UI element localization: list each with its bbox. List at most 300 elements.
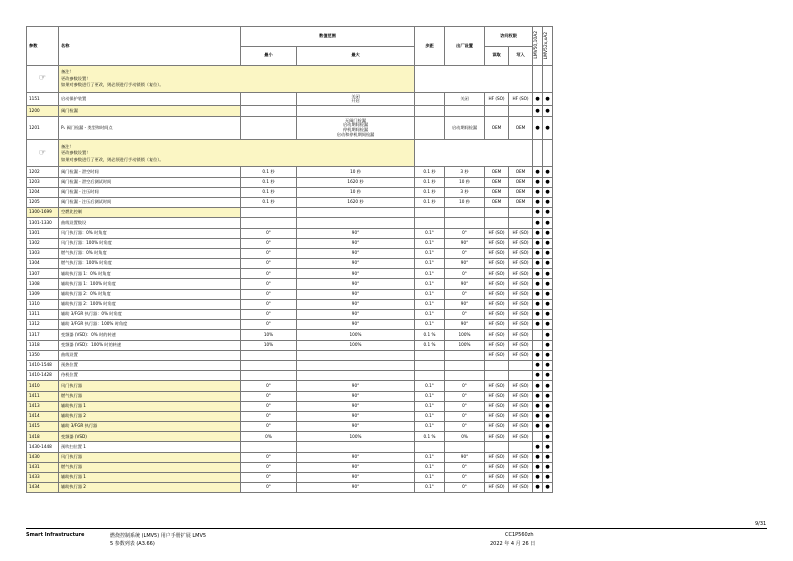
param-read: HF (SO) bbox=[485, 432, 509, 442]
param-max bbox=[297, 299, 415, 309]
version-2-dot: ● bbox=[543, 279, 553, 289]
table-row bbox=[27, 106, 553, 116]
param-min: 0° bbox=[241, 248, 297, 258]
header-version-1 bbox=[533, 27, 543, 66]
param-min: 0° bbox=[241, 238, 297, 248]
param-min: 0° bbox=[241, 289, 297, 299]
param-step: 0.1 秒 bbox=[415, 197, 445, 207]
param-name: Pᵥ 阀门检漏 - 类型和时间点 bbox=[59, 116, 241, 140]
param-step: 0.1° bbox=[415, 462, 445, 472]
param-max-line: 90° bbox=[351, 250, 360, 256]
param-name: 辅助执行器 1 bbox=[59, 473, 241, 483]
param-number: 1203 bbox=[27, 177, 59, 187]
param-max bbox=[297, 259, 415, 269]
version-2-dot: ● bbox=[543, 116, 553, 140]
footer-divider bbox=[26, 528, 767, 529]
param-max bbox=[297, 422, 415, 432]
param-max-line: 90° bbox=[351, 321, 360, 327]
param-name: 变频器 (VSD)：100% 时的转速 bbox=[59, 340, 241, 350]
param-number: 1204 bbox=[27, 187, 59, 197]
param-factory: 0° bbox=[445, 391, 485, 401]
param-name: 辅助执行器 2：0% 时角度 bbox=[59, 289, 241, 299]
param-max-line: 90° bbox=[351, 229, 360, 235]
version-1-label: LMV50,10A2 bbox=[534, 31, 540, 59]
param-max-line: 90° bbox=[351, 301, 360, 307]
param-factory: 0° bbox=[445, 462, 485, 472]
param-number: 1433 bbox=[27, 473, 59, 483]
param-write: HF (SO) bbox=[509, 422, 533, 432]
param-write bbox=[509, 360, 533, 370]
param-read: HF (SO) bbox=[485, 330, 509, 340]
version-1-dot: ● bbox=[533, 371, 543, 381]
param-min bbox=[241, 360, 297, 370]
version-2-dot: ● bbox=[543, 401, 553, 411]
version-2-dot: ● bbox=[543, 432, 553, 442]
param-factory: 90° bbox=[445, 299, 485, 309]
table-row bbox=[27, 401, 553, 411]
param-write: HF (SO) bbox=[509, 350, 533, 360]
param-name: 辅助 3/FGR 执行器 bbox=[59, 422, 241, 432]
version-2-dot: ● bbox=[543, 259, 553, 269]
version-1-dot: ● bbox=[533, 310, 543, 320]
param-min: 0° bbox=[241, 462, 297, 472]
version-1-dot: ● bbox=[533, 462, 543, 472]
param-name: 阀门检漏 - 泄空时间 bbox=[59, 167, 241, 177]
param-write: HF (SO) bbox=[509, 381, 533, 391]
note-line: 更改参数设置！ bbox=[61, 150, 91, 156]
param-factory: 90° bbox=[445, 320, 485, 330]
param-name: 燃气执行器 bbox=[59, 391, 241, 401]
note-line: 如果对参数进行了更改，则必须进行手动锁锁（复位）。 bbox=[61, 82, 164, 88]
param-step: 0.1° bbox=[415, 269, 445, 279]
footer-doc-id: CC1P560zh bbox=[505, 532, 534, 538]
param-step bbox=[415, 360, 445, 370]
param-min: 0.1 秒 bbox=[241, 197, 297, 207]
param-name: 风门执行器：0% 时角度 bbox=[59, 228, 241, 238]
param-min: 0.1 秒 bbox=[241, 177, 297, 187]
param-number: 1415 bbox=[27, 422, 59, 432]
param-max-line: 10 秒 bbox=[350, 189, 361, 195]
param-step bbox=[415, 116, 445, 140]
param-write: HF (SO) bbox=[509, 289, 533, 299]
param-number: 1431 bbox=[27, 462, 59, 472]
version-1-dot: ● bbox=[533, 187, 543, 197]
version-1-dot: ● bbox=[533, 391, 543, 401]
note-line: 更改参数设置！ bbox=[61, 75, 91, 81]
version-2-label: LMV52x,xA2 bbox=[544, 31, 550, 59]
param-step bbox=[415, 218, 445, 228]
table-row bbox=[27, 310, 553, 320]
param-max bbox=[297, 452, 415, 462]
param-min: 0° bbox=[241, 411, 297, 421]
version-1-dot: ● bbox=[533, 218, 543, 228]
param-min bbox=[241, 350, 297, 360]
param-min bbox=[241, 106, 297, 116]
table-row bbox=[27, 116, 553, 140]
param-name: 燃气执行器 bbox=[59, 462, 241, 472]
param-read: OEM bbox=[485, 167, 509, 177]
param-step: 0.1 % bbox=[415, 432, 445, 442]
param-write bbox=[509, 442, 533, 452]
param-name: 启动保护装置 bbox=[59, 93, 241, 106]
table-row bbox=[27, 279, 553, 289]
param-name: 曲线设置 bbox=[59, 350, 241, 360]
param-max bbox=[297, 473, 415, 483]
param-number: 1434 bbox=[27, 483, 59, 493]
param-max-line: 90° bbox=[351, 453, 360, 459]
param-max bbox=[297, 177, 415, 187]
param-max-line: 90° bbox=[351, 260, 360, 266]
version-1-dot: ● bbox=[533, 401, 543, 411]
param-step: 0.1 秒 bbox=[415, 187, 445, 197]
param-factory: 0° bbox=[445, 269, 485, 279]
param-max bbox=[297, 360, 415, 370]
param-name: 风门执行器 bbox=[59, 381, 241, 391]
param-max bbox=[297, 279, 415, 289]
param-number: 1151 bbox=[27, 93, 59, 106]
param-read: HF (SO) bbox=[485, 391, 509, 401]
param-step: 0.1° bbox=[415, 411, 445, 421]
version-2-dot: ● bbox=[543, 93, 553, 106]
table-row bbox=[27, 483, 553, 493]
param-write bbox=[509, 371, 533, 381]
param-max-line: 90° bbox=[351, 402, 360, 408]
param-read: HF (SO) bbox=[485, 228, 509, 238]
param-max-line: 90° bbox=[351, 423, 360, 429]
param-write: HF (SO) bbox=[509, 340, 533, 350]
page-number: 9/31 bbox=[755, 521, 767, 527]
version-1-dot: ● bbox=[533, 269, 543, 279]
param-min: 0° bbox=[241, 299, 297, 309]
note-line: 备注！ bbox=[61, 69, 74, 75]
param-write: HF (SO) bbox=[509, 473, 533, 483]
version-2-dot: ● bbox=[543, 310, 553, 320]
table-row bbox=[27, 462, 553, 472]
param-step: 0.1° bbox=[415, 401, 445, 411]
param-number: 1308 bbox=[27, 279, 59, 289]
param-factory: 0° bbox=[445, 228, 485, 238]
param-step: 0.1° bbox=[415, 483, 445, 493]
param-min bbox=[241, 208, 297, 218]
param-name: 辅助执行器 1：0% 时角度 bbox=[59, 269, 241, 279]
param-write: HF (SO) bbox=[509, 411, 533, 421]
param-number: 1303 bbox=[27, 248, 59, 258]
table-row bbox=[27, 208, 553, 218]
header-name: 名称 bbox=[59, 27, 241, 66]
param-step: 0.1° bbox=[415, 259, 445, 269]
param-max bbox=[297, 218, 415, 228]
note-v2 bbox=[543, 66, 553, 93]
note-line: 备注！ bbox=[61, 143, 74, 149]
version-2-dot: ● bbox=[543, 391, 553, 401]
param-number: 1202 bbox=[27, 167, 59, 177]
version-2-dot: ● bbox=[543, 452, 553, 462]
param-number: 1350 bbox=[27, 350, 59, 360]
version-1-dot: ● bbox=[533, 422, 543, 432]
param-number: 1205 bbox=[27, 197, 59, 207]
pointing-hand-icon: ☞ bbox=[38, 147, 47, 157]
param-step: 0.1° bbox=[415, 248, 445, 258]
param-max-line: 90° bbox=[351, 464, 360, 470]
param-read: HF (SO) bbox=[485, 238, 509, 248]
header-value-range: 数值范围 bbox=[241, 27, 415, 47]
version-2-dot: ● bbox=[543, 177, 553, 187]
version-2-dot: ● bbox=[543, 187, 553, 197]
version-2-dot: ● bbox=[543, 197, 553, 207]
param-read: OEM bbox=[485, 177, 509, 187]
param-min: 0° bbox=[241, 473, 297, 483]
version-1-dot: ● bbox=[533, 279, 543, 289]
param-max bbox=[297, 208, 415, 218]
version-1-dot bbox=[533, 330, 543, 340]
param-number: 1301-1330 bbox=[27, 218, 59, 228]
param-step: 0.1 % bbox=[415, 340, 445, 350]
param-name: 变频器 (VSD) bbox=[59, 432, 241, 442]
param-write: HF (SO) bbox=[509, 391, 533, 401]
version-2-dot: ● bbox=[543, 320, 553, 330]
param-max-line: 90° bbox=[351, 270, 360, 276]
table-row bbox=[27, 177, 553, 187]
param-read bbox=[485, 218, 509, 228]
param-factory bbox=[445, 350, 485, 360]
table-row bbox=[27, 187, 553, 197]
table-row bbox=[27, 238, 553, 248]
param-max-line: 90° bbox=[351, 392, 360, 398]
param-write: HF (SO) bbox=[509, 248, 533, 258]
table-row bbox=[27, 452, 553, 462]
version-2-dot: ● bbox=[543, 269, 553, 279]
param-write: OEM bbox=[509, 167, 533, 177]
param-name: 空燃比控制 bbox=[59, 208, 241, 218]
param-factory: 0° bbox=[445, 422, 485, 432]
param-factory: 90° bbox=[445, 238, 485, 248]
table-row bbox=[27, 371, 553, 381]
table-row bbox=[27, 442, 553, 452]
version-2-dot: ● bbox=[543, 350, 553, 360]
param-max-line: 启动期间检漏 bbox=[342, 122, 369, 128]
param-min: 0.1 秒 bbox=[241, 167, 297, 177]
note-line: 如果对参数进行了更改，则必须进行手动锁锁（复位）。 bbox=[61, 156, 164, 162]
param-factory: 90° bbox=[445, 279, 485, 289]
version-2-dot: ● bbox=[543, 289, 553, 299]
param-number: 1304 bbox=[27, 259, 59, 269]
note-v1 bbox=[533, 66, 543, 93]
version-1-dot bbox=[533, 340, 543, 350]
param-step bbox=[415, 106, 445, 116]
param-min: 10% bbox=[241, 340, 297, 350]
param-min: 0° bbox=[241, 381, 297, 391]
param-read bbox=[485, 208, 509, 218]
param-read bbox=[485, 360, 509, 370]
table-row bbox=[27, 411, 553, 421]
param-write: OEM bbox=[509, 116, 533, 140]
param-factory: 0° bbox=[445, 411, 485, 421]
footer-date: 2022 年 4 月 26 日 bbox=[490, 541, 536, 547]
param-number: 1418 bbox=[27, 432, 59, 442]
param-max bbox=[297, 381, 415, 391]
param-read: HF (SO) bbox=[485, 462, 509, 472]
note-row bbox=[27, 66, 553, 93]
param-max bbox=[297, 411, 415, 421]
param-write: HF (SO) bbox=[509, 401, 533, 411]
param-number: 1307 bbox=[27, 269, 59, 279]
param-step: 0.1° bbox=[415, 320, 445, 330]
param-write: HF (SO) bbox=[509, 279, 533, 289]
param-factory: 10 秒 bbox=[445, 177, 485, 187]
param-read: OEM bbox=[485, 197, 509, 207]
param-factory: 90° bbox=[445, 452, 485, 462]
table-row bbox=[27, 228, 553, 238]
param-step bbox=[415, 350, 445, 360]
param-max-line: 停机期间检漏 bbox=[342, 126, 369, 132]
param-write: OEM bbox=[509, 187, 533, 197]
param-read bbox=[485, 442, 509, 452]
version-1-dot: ● bbox=[533, 320, 543, 330]
param-write: HF (SO) bbox=[509, 238, 533, 248]
param-max-line: 100% bbox=[349, 433, 362, 439]
version-1-dot: ● bbox=[533, 93, 543, 106]
param-step bbox=[415, 208, 445, 218]
version-1-dot: ● bbox=[533, 238, 543, 248]
footer-doc-title: 燃烧控制系统 (LMV5) 用户手册扩展 LMV5 bbox=[110, 533, 207, 539]
version-2-dot: ● bbox=[543, 422, 553, 432]
param-factory: 关闭 bbox=[445, 93, 485, 106]
param-name: 阀门检漏 - 注压时间 bbox=[59, 187, 241, 197]
table-row bbox=[27, 167, 553, 177]
param-max-line: 100% bbox=[349, 341, 362, 347]
param-read: HF (SO) bbox=[485, 452, 509, 462]
param-factory: 3 秒 bbox=[445, 167, 485, 177]
header-access: 访问权限 bbox=[485, 27, 533, 47]
table-row bbox=[27, 360, 553, 370]
version-2-dot: ● bbox=[543, 167, 553, 177]
param-write: HF (SO) bbox=[509, 310, 533, 320]
param-min: 0° bbox=[241, 452, 297, 462]
header-param: 参数 bbox=[27, 27, 59, 66]
param-max bbox=[297, 269, 415, 279]
param-step: 0.1° bbox=[415, 391, 445, 401]
footer-doc-subtitle: 5 参数列表 (A3.66) bbox=[110, 541, 155, 547]
param-step bbox=[415, 442, 445, 452]
param-max bbox=[297, 340, 415, 350]
param-max bbox=[297, 442, 415, 452]
param-min bbox=[241, 93, 297, 106]
param-write: HF (SO) bbox=[509, 483, 533, 493]
param-max bbox=[297, 330, 415, 340]
param-write: HF (SO) bbox=[509, 320, 533, 330]
version-2-dot: ● bbox=[543, 208, 553, 218]
param-max bbox=[297, 401, 415, 411]
param-factory bbox=[445, 360, 485, 370]
param-step: 0.1 秒 bbox=[415, 177, 445, 187]
param-read: HF (SO) bbox=[485, 279, 509, 289]
header-max: 最大 bbox=[297, 46, 415, 66]
version-2-dot: ● bbox=[543, 238, 553, 248]
param-max-line: 90° bbox=[351, 311, 360, 317]
param-read: HF (SO) bbox=[485, 310, 509, 320]
param-read: HF (SO) bbox=[485, 381, 509, 391]
table-row bbox=[27, 289, 553, 299]
param-max-line: 100% bbox=[349, 331, 362, 337]
param-name: 预热位置 bbox=[59, 360, 241, 370]
param-max bbox=[297, 93, 415, 106]
param-number: 1310 bbox=[27, 299, 59, 309]
param-min: 0.1 秒 bbox=[241, 187, 297, 197]
param-name: 风门执行器：100% 时角度 bbox=[59, 238, 241, 248]
param-min: 0° bbox=[241, 279, 297, 289]
param-min: 0° bbox=[241, 483, 297, 493]
param-read: HF (SO) bbox=[485, 289, 509, 299]
note-text bbox=[59, 140, 415, 167]
param-step: 0.1° bbox=[415, 238, 445, 248]
param-step: 0.1° bbox=[415, 381, 445, 391]
param-write: HF (SO) bbox=[509, 452, 533, 462]
param-name: 阀门检漏 bbox=[59, 106, 241, 116]
header-read: 读取 bbox=[485, 46, 509, 66]
param-step: 0.1° bbox=[415, 422, 445, 432]
version-1-dot: ● bbox=[533, 483, 543, 493]
param-min bbox=[241, 218, 297, 228]
note-text bbox=[59, 66, 415, 93]
version-2-dot: ● bbox=[543, 228, 553, 238]
param-number: 1301 bbox=[27, 228, 59, 238]
param-factory bbox=[445, 106, 485, 116]
param-write: HF (SO) bbox=[509, 259, 533, 269]
version-1-dot: ● bbox=[533, 452, 543, 462]
param-min: 0° bbox=[241, 320, 297, 330]
header-write: 写入 bbox=[509, 46, 533, 66]
param-max bbox=[297, 289, 415, 299]
param-max bbox=[297, 371, 415, 381]
version-2-dot: ● bbox=[543, 442, 553, 452]
param-max bbox=[297, 391, 415, 401]
param-min bbox=[241, 371, 297, 381]
version-1-dot: ● bbox=[533, 228, 543, 238]
param-factory: 0° bbox=[445, 483, 485, 493]
param-read: HF (SO) bbox=[485, 320, 509, 330]
param-step: 0.1° bbox=[415, 473, 445, 483]
param-min: 0° bbox=[241, 228, 297, 238]
param-step: 0.1° bbox=[415, 310, 445, 320]
param-name: 辅助 3/FGR 执行器：0% 时角度 bbox=[59, 310, 241, 320]
version-1-dot: ● bbox=[533, 259, 543, 269]
version-2-dot: ● bbox=[543, 483, 553, 493]
param-write: HF (SO) bbox=[509, 93, 533, 106]
table-row bbox=[27, 269, 553, 279]
param-min: 0% bbox=[241, 432, 297, 442]
note-row bbox=[27, 140, 553, 167]
param-write: HF (SO) bbox=[509, 299, 533, 309]
version-1-dot: ● bbox=[533, 116, 543, 140]
table-row bbox=[27, 381, 553, 391]
param-read bbox=[485, 106, 509, 116]
param-name: 阀门检漏 - 注压后测试时间 bbox=[59, 197, 241, 207]
param-max bbox=[297, 238, 415, 248]
param-max-line: 90° bbox=[351, 280, 360, 286]
param-step: 0.1° bbox=[415, 289, 445, 299]
param-write bbox=[509, 208, 533, 218]
param-factory: 100% bbox=[445, 340, 485, 350]
version-2-dot: ● bbox=[543, 473, 553, 483]
param-number: 1430 bbox=[27, 452, 59, 462]
param-max bbox=[297, 187, 415, 197]
param-factory: 90° bbox=[445, 259, 485, 269]
param-number: 1311 bbox=[27, 310, 59, 320]
param-max-line: 10 秒 bbox=[350, 168, 361, 174]
param-number: 1430-1448 bbox=[27, 442, 59, 452]
param-number: 1300-1699 bbox=[27, 208, 59, 218]
table-row bbox=[27, 350, 553, 360]
